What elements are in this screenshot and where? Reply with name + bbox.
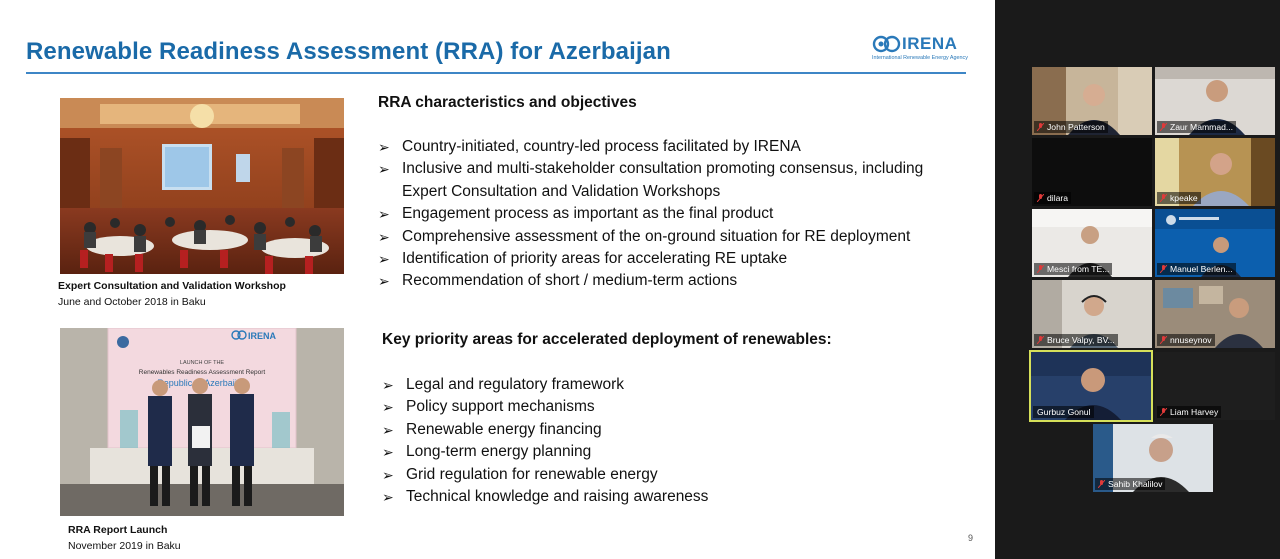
photo1-caption-date: June and October 2018 in Baku (58, 296, 206, 308)
workshop-photo (60, 98, 344, 274)
title-divider (26, 72, 966, 74)
participant-name: dilara (1034, 192, 1071, 204)
section1-heading: RRA characteristics and objectives (378, 94, 637, 111)
list-item: ➢ Grid regulation for renewable energy (382, 465, 658, 483)
participant-name: Gurbuz Gonul (1033, 406, 1094, 418)
photo2-caption-title: RRA Report Launch (68, 524, 168, 536)
slide-page-number: 9 (968, 533, 974, 543)
photo2-caption-date: November 2019 in Baku (68, 540, 181, 552)
banner-line3: Republic Azerbaijan (157, 378, 247, 388)
list-item: ➢ Country-initiated, country-led process facilitated by IRENA (378, 138, 801, 155)
photo1-caption-title: Expert Consultation and Validation Workshop (58, 280, 286, 292)
logo-subtitle: International Renewable Energy Agency (872, 55, 968, 61)
participant-tile[interactable] (1155, 352, 1275, 420)
muted-mic-icon (1098, 480, 1105, 488)
participant-name: nnuseynov (1157, 334, 1215, 346)
participant-name: Manuel Berlen... (1157, 263, 1236, 275)
participant-tile-active-speaker[interactable] (1029, 350, 1153, 422)
muted-mic-icon (1160, 265, 1167, 273)
list-item: ➢ Long-term energy planning (382, 443, 592, 461)
section2-list (382, 374, 942, 508)
participant-name: Sahib Khalilov (1095, 478, 1165, 490)
participant-name: Liam Harvey (1157, 406, 1221, 418)
muted-mic-icon (1160, 194, 1167, 202)
participant-tile[interactable] (1155, 209, 1275, 277)
list-item: ➢ Engagement process as important as the final product (378, 205, 774, 223)
banner-line2: Renewables Readiness Assessment Report (138, 369, 266, 376)
section1-list (378, 136, 938, 293)
participant-name: kpeake (1157, 192, 1201, 204)
list-item: ➢ Comprehensive assessment of the on-ground situation for RE deployment (378, 227, 911, 245)
list-item: ➢ Technical knowledge and raising awareness (382, 488, 709, 506)
list-item: ➢ Inclusive and multi-stakeholder consultation promoting consensus, including Expert Consultation and Validation Workshops (378, 160, 924, 200)
muted-mic-icon (1037, 265, 1044, 273)
participant-tile[interactable] (1032, 138, 1152, 206)
participant-tile[interactable] (1032, 209, 1152, 277)
section2-heading: Key priority areas for accelerated deployment of renewables: (382, 331, 832, 348)
participant-name: Zaur Mammad... (1157, 121, 1236, 133)
participant-tile[interactable] (1093, 424, 1213, 492)
muted-mic-icon (1037, 336, 1044, 344)
list-item: ➢ Policy support mechanisms (382, 398, 595, 416)
participant-tile[interactable] (1032, 67, 1152, 135)
list-item: ➢ Recommendation of short / medium-term actions (378, 272, 738, 290)
muted-mic-icon (1037, 194, 1044, 202)
muted-mic-icon (1037, 123, 1044, 131)
participant-name: Bruce Valpy, BV... (1034, 334, 1118, 346)
muted-mic-icon (1160, 408, 1167, 416)
participant-tile[interactable] (1155, 138, 1275, 206)
list-item: ➢ Legal and regulatory framework (382, 376, 624, 393)
muted-mic-icon (1160, 123, 1167, 131)
participant-name: Mesci from TE... (1034, 263, 1112, 275)
banner-line1: LAUNCH OF THE (179, 360, 225, 366)
report-launch-photo (60, 328, 344, 516)
logo-text: IRENA (902, 34, 958, 53)
participant-tile[interactable] (1155, 67, 1275, 135)
list-item: ➢ Identification of priority areas for accelerating RE uptake (378, 250, 788, 268)
muted-mic-icon (1160, 336, 1167, 344)
participant-tile[interactable] (1032, 280, 1152, 348)
banner-logo-text: IRENA (248, 331, 277, 341)
participant-name: John Patterson (1034, 121, 1108, 133)
irena-logo-icon (872, 34, 902, 54)
irena-logo (872, 34, 968, 64)
list-item: ➢ Renewable energy financing (382, 420, 602, 438)
slide-title: Renewable Readiness Assessment (RRA) for Azerbaijan (26, 38, 671, 65)
participant-tile[interactable] (1155, 280, 1275, 348)
